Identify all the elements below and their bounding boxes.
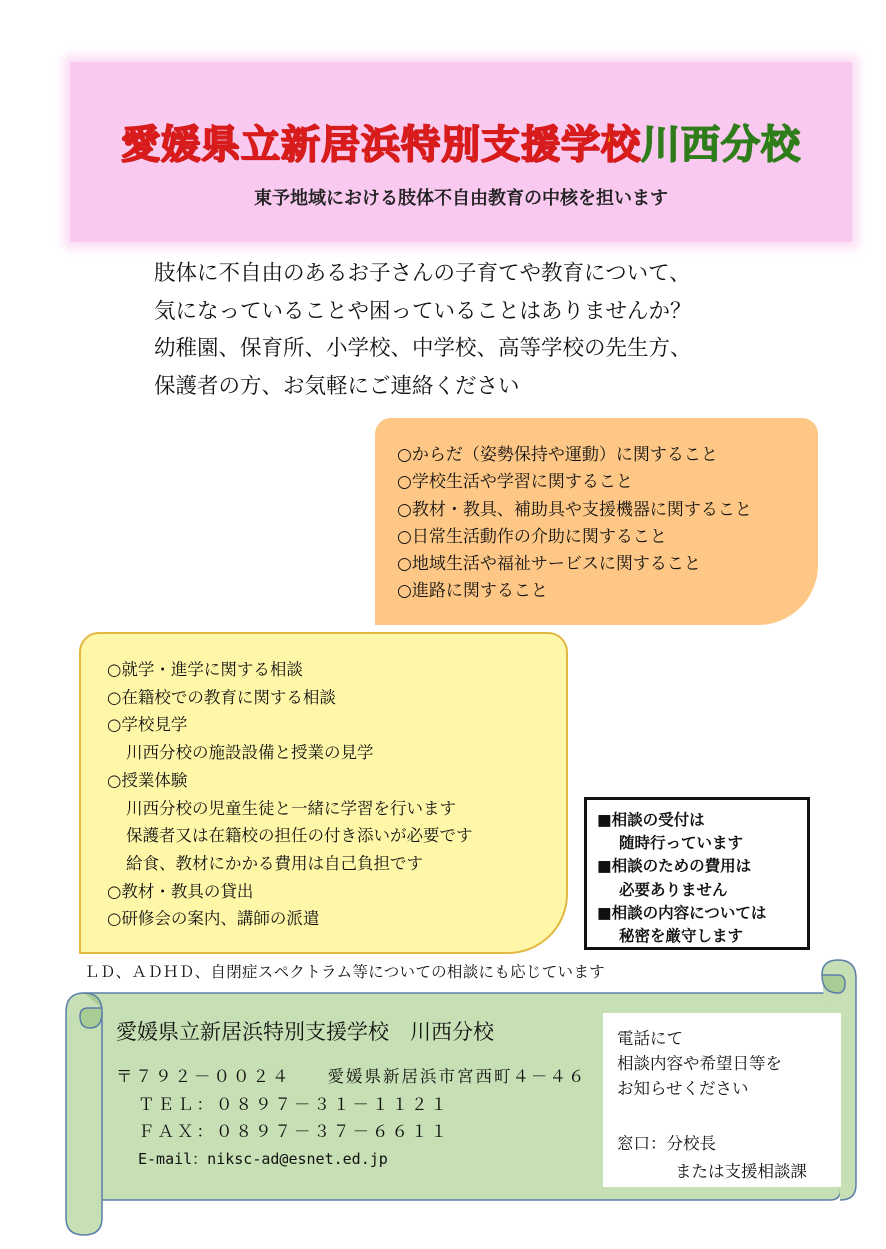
list-item: ○学校見学	[107, 715, 188, 735]
list-item: ○からだ（姿勢保持や運動）に関すること	[397, 445, 718, 465]
phone-box-line: 窓口：分校長	[617, 1134, 716, 1153]
list-item-detail: 川西分校の施設設備と授業の見学	[126, 743, 374, 763]
notice-detail: 随時行っています	[619, 834, 744, 853]
notice-item: ■相談の内容については	[597, 903, 767, 922]
contact-email[interactable]: E-mail：niksc-ad@esnet.ed.jp	[138, 1149, 388, 1168]
list-item: ○在籍校での教育に関する相談	[107, 687, 336, 707]
list-item: ○進路に関すること	[397, 581, 548, 602]
contact-fax: ＦＡＸ：０８９７－３７－６６１１	[138, 1122, 450, 1141]
contact-address-line	[116, 1063, 587, 1091]
intro-line: 幼稚園、保育所、小学校、中学校、高等学校の先生方、	[154, 336, 692, 361]
list-item: ○研修会の案内、講師の派遣	[107, 909, 320, 929]
intro-line: 保護者の方、お気軽にご連絡ください	[154, 373, 520, 399]
phone-box-line: お知らせください	[617, 1079, 749, 1098]
phone-box-line: 電話にて	[617, 1029, 683, 1048]
contact-info	[116, 1016, 587, 1173]
list-item: ○授業体験	[107, 770, 188, 790]
list-item-detail: 川西分校の児童生徒と一緒に学習を行います	[126, 798, 456, 818]
notice-item: ■相談のための費用は	[597, 857, 752, 876]
phone-box-line: 相談内容や希望日等を	[617, 1054, 782, 1073]
intro-line: 肢体に不自由のあるお子さんの子育てや教育について、	[154, 261, 691, 286]
list-item: ○就学・進学に関する相談	[107, 660, 303, 679]
notice-detail: 秘密を厳守します	[619, 927, 744, 946]
header-subtitle: 東予地域における肢体不自由教育の中核を担います	[254, 188, 668, 209]
notice-item: ■相談の受付は	[597, 811, 705, 829]
school-title-main: 愛媛県立新居浜特別支援学校	[120, 123, 641, 168]
contact-tel: ＴＥＬ：０８９７－３１－１１２１	[138, 1094, 450, 1114]
list-item: ○教材・教具の貸出	[107, 881, 254, 901]
address: 愛媛県新居浜市宮西町４－４６	[327, 1067, 587, 1086]
postal-code: 〒７９２－００２４	[116, 1067, 292, 1086]
phone-instruction-box	[603, 1013, 841, 1187]
intro-line: 気になっていることや困っていることはありませんか？	[154, 298, 692, 324]
list-item: ○学校生活や学習に関すること	[397, 472, 633, 493]
notice-detail: 必要ありません	[619, 880, 728, 899]
list-item: ○日常生活動作の介助に関すること	[397, 526, 667, 547]
list-item-detail: 保護者又は在籍校の担任の付き添いが必要です	[126, 826, 473, 846]
school-title-branch: 川西分校	[641, 123, 802, 168]
list-item-detail: 給食、教材にかかる費用は自己負担です	[126, 853, 423, 873]
list-item: ○地域生活や福祉サービスに関すること	[397, 554, 701, 575]
list-item: ○教材・教具、補助具や支援機器に関すること	[397, 499, 752, 520]
phone-box-line: または支援相談課	[675, 1162, 807, 1181]
contact-school-name: 愛媛県立新居浜特別支援学校 川西分校	[116, 1020, 494, 1044]
ld-adhd-note: ＬＤ、ＡＤＨＤ、自閉症スペクトラム等についての相談にも応じています	[84, 963, 605, 981]
